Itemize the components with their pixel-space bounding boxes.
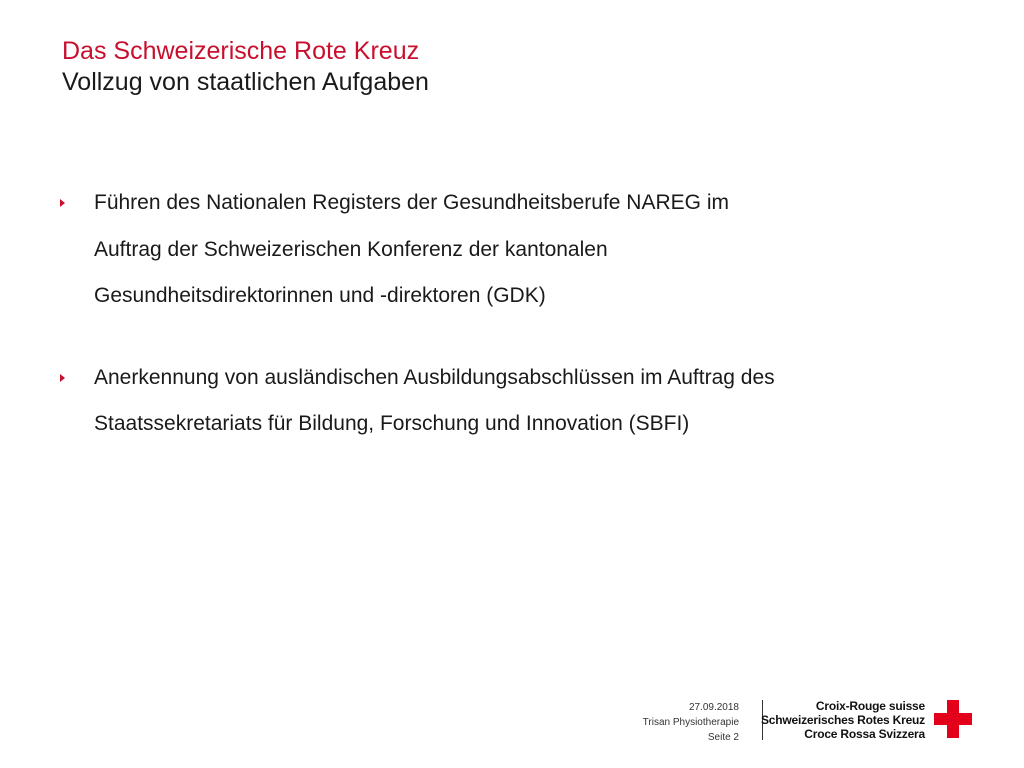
bullet-list bbox=[60, 180, 960, 483]
bullet-line: Anerkennung von ausländischen Ausbildungsabschlüssen im Auftrag des bbox=[94, 365, 775, 389]
bullet-item-anerkennung bbox=[60, 355, 960, 448]
footer-meta bbox=[643, 700, 739, 745]
bullet-arrow-icon bbox=[60, 374, 65, 382]
footer-page-number: Seite 2 bbox=[707, 732, 739, 743]
title-line-organisation: Das Schweizerische Rote Kreuz bbox=[62, 37, 420, 65]
logo-line-french: Croix-Rouge suisse bbox=[815, 699, 925, 713]
cross-horizontal-bar bbox=[934, 713, 972, 725]
footer-presentation-name: Trisan Physiotherapie bbox=[642, 717, 739, 728]
bullet-line: Führen des Nationalen Registers der Gesundheitsberufe NAREG im bbox=[94, 191, 729, 214]
bullet-line: Auftrag der Schweizerischen Konferenz der kantonalen bbox=[94, 237, 608, 261]
footer-date: 27.09.2018 bbox=[688, 702, 739, 713]
bullet-line: Staatssekretariats für Bildung, Forschung und Innovation (SBFI) bbox=[94, 412, 690, 435]
red-cross-icon bbox=[934, 700, 972, 738]
logo-line-german: Schweizerisches Rotes Kreuz bbox=[760, 713, 925, 727]
slide-title bbox=[62, 36, 429, 98]
bullet-arrow-icon bbox=[60, 199, 65, 207]
logo-line-italian: Croce Rossa Svizzera bbox=[804, 727, 925, 741]
title-line-topic: Vollzug von staatlichen Aufgaben bbox=[62, 68, 429, 96]
bullet-line: Gesundheitsdirektorinnen und -direktoren (GDK) bbox=[94, 284, 546, 307]
bullet-item-nareg bbox=[60, 180, 960, 320]
logo-wordmark bbox=[761, 699, 925, 741]
